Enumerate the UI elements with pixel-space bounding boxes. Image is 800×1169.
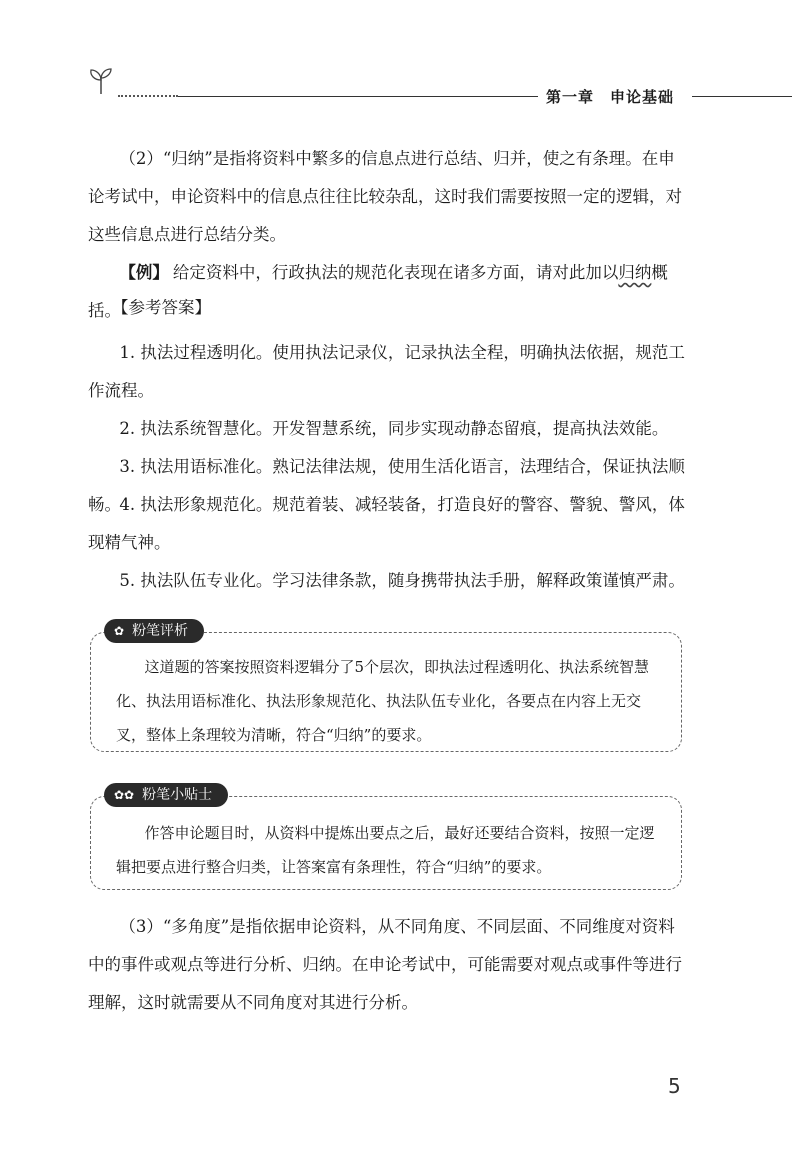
header-rule-left [178, 96, 538, 97]
page-number: 5 [668, 1074, 681, 1098]
answer-title: 【参考答案】 [112, 298, 211, 317]
analysis-label [104, 619, 204, 643]
answer-item: 3. 执法用语标准化。熟记法律法规，使用生活化语言，法理结合，保证执法顺畅。 [88, 457, 685, 514]
tips-text: 作答申论题目时，从资料中提炼出要点之后，最好还要结合资料，按照一定逻辑把要点进行整合归类，让答案富有条理性，符合“归纳”的要求。 [116, 824, 655, 876]
answer-item: 5. 执法队伍专业化。学习法律条款，随身携带执法手册，解释政策谨慎严肃。 [119, 571, 685, 590]
header-dots [118, 95, 178, 97]
answer-item: 1. 执法过程透明化。使用执法记录仪，记录执法全程，明确执法依据，规范工作流程。 [88, 343, 685, 400]
chapter-title: 第一章 申论基础 [546, 88, 675, 106]
paragraph-induction: （2）“归纳”是指将资料中繁多的信息点进行总结、归并，使之有条理。在申论考试中，申论资料中的信息点往往比较杂乱，这时我们需要按照一定的逻辑，对这些信息点进行总结分类。 [88, 149, 682, 244]
tips-label-text: 粉笔小贴士 [142, 787, 213, 803]
example-text-end: 概括。 [88, 263, 668, 320]
double-leaf-icon: ✿✿ [114, 788, 135, 802]
page-header [0, 60, 800, 110]
example-text: 给定资料中，行政执法的规范化表现在诸多方面，请对此加以 [172, 263, 619, 282]
example-mark: 【例】 [119, 263, 169, 282]
leaf-icon: ✿ [114, 624, 125, 638]
analysis-label-text: 粉笔评析 [132, 623, 189, 639]
tips-label [104, 783, 228, 807]
example-keyword: 归纳 [618, 263, 652, 282]
answer-item: 2. 执法系统智慧化。开发智慧系统，同步实现动静态留痕，提高执法效能。 [119, 419, 669, 438]
analysis-text: 这道题的答案按照资料逻辑分了5个层次，即执法过程透明化、执法系统智慧化、执法用语标准化、执法形象规范化、执法队伍专业化，各要点在内容上无交叉，整体上条理较为清晰，符合“归纳”的要求。 [116, 658, 650, 744]
sprout-icon [86, 66, 116, 96]
header-rule-right [692, 96, 792, 97]
example-question [88, 254, 688, 330]
answer-item: 4. 执法形象规范化。规范着装、减轻装备，打造良好的警容、警貌、警风，体现精气神。 [88, 495, 685, 552]
paragraph-multi-angle: （3）“多角度”是指依据申论资料，从不同角度、不同层面、不同维度对资料中的事件或观点等进行分析、归纳。在申论考试中，可能需要对观点或事件等进行理解，这时就需要从不同角度对其进行分析。 [88, 917, 682, 1012]
